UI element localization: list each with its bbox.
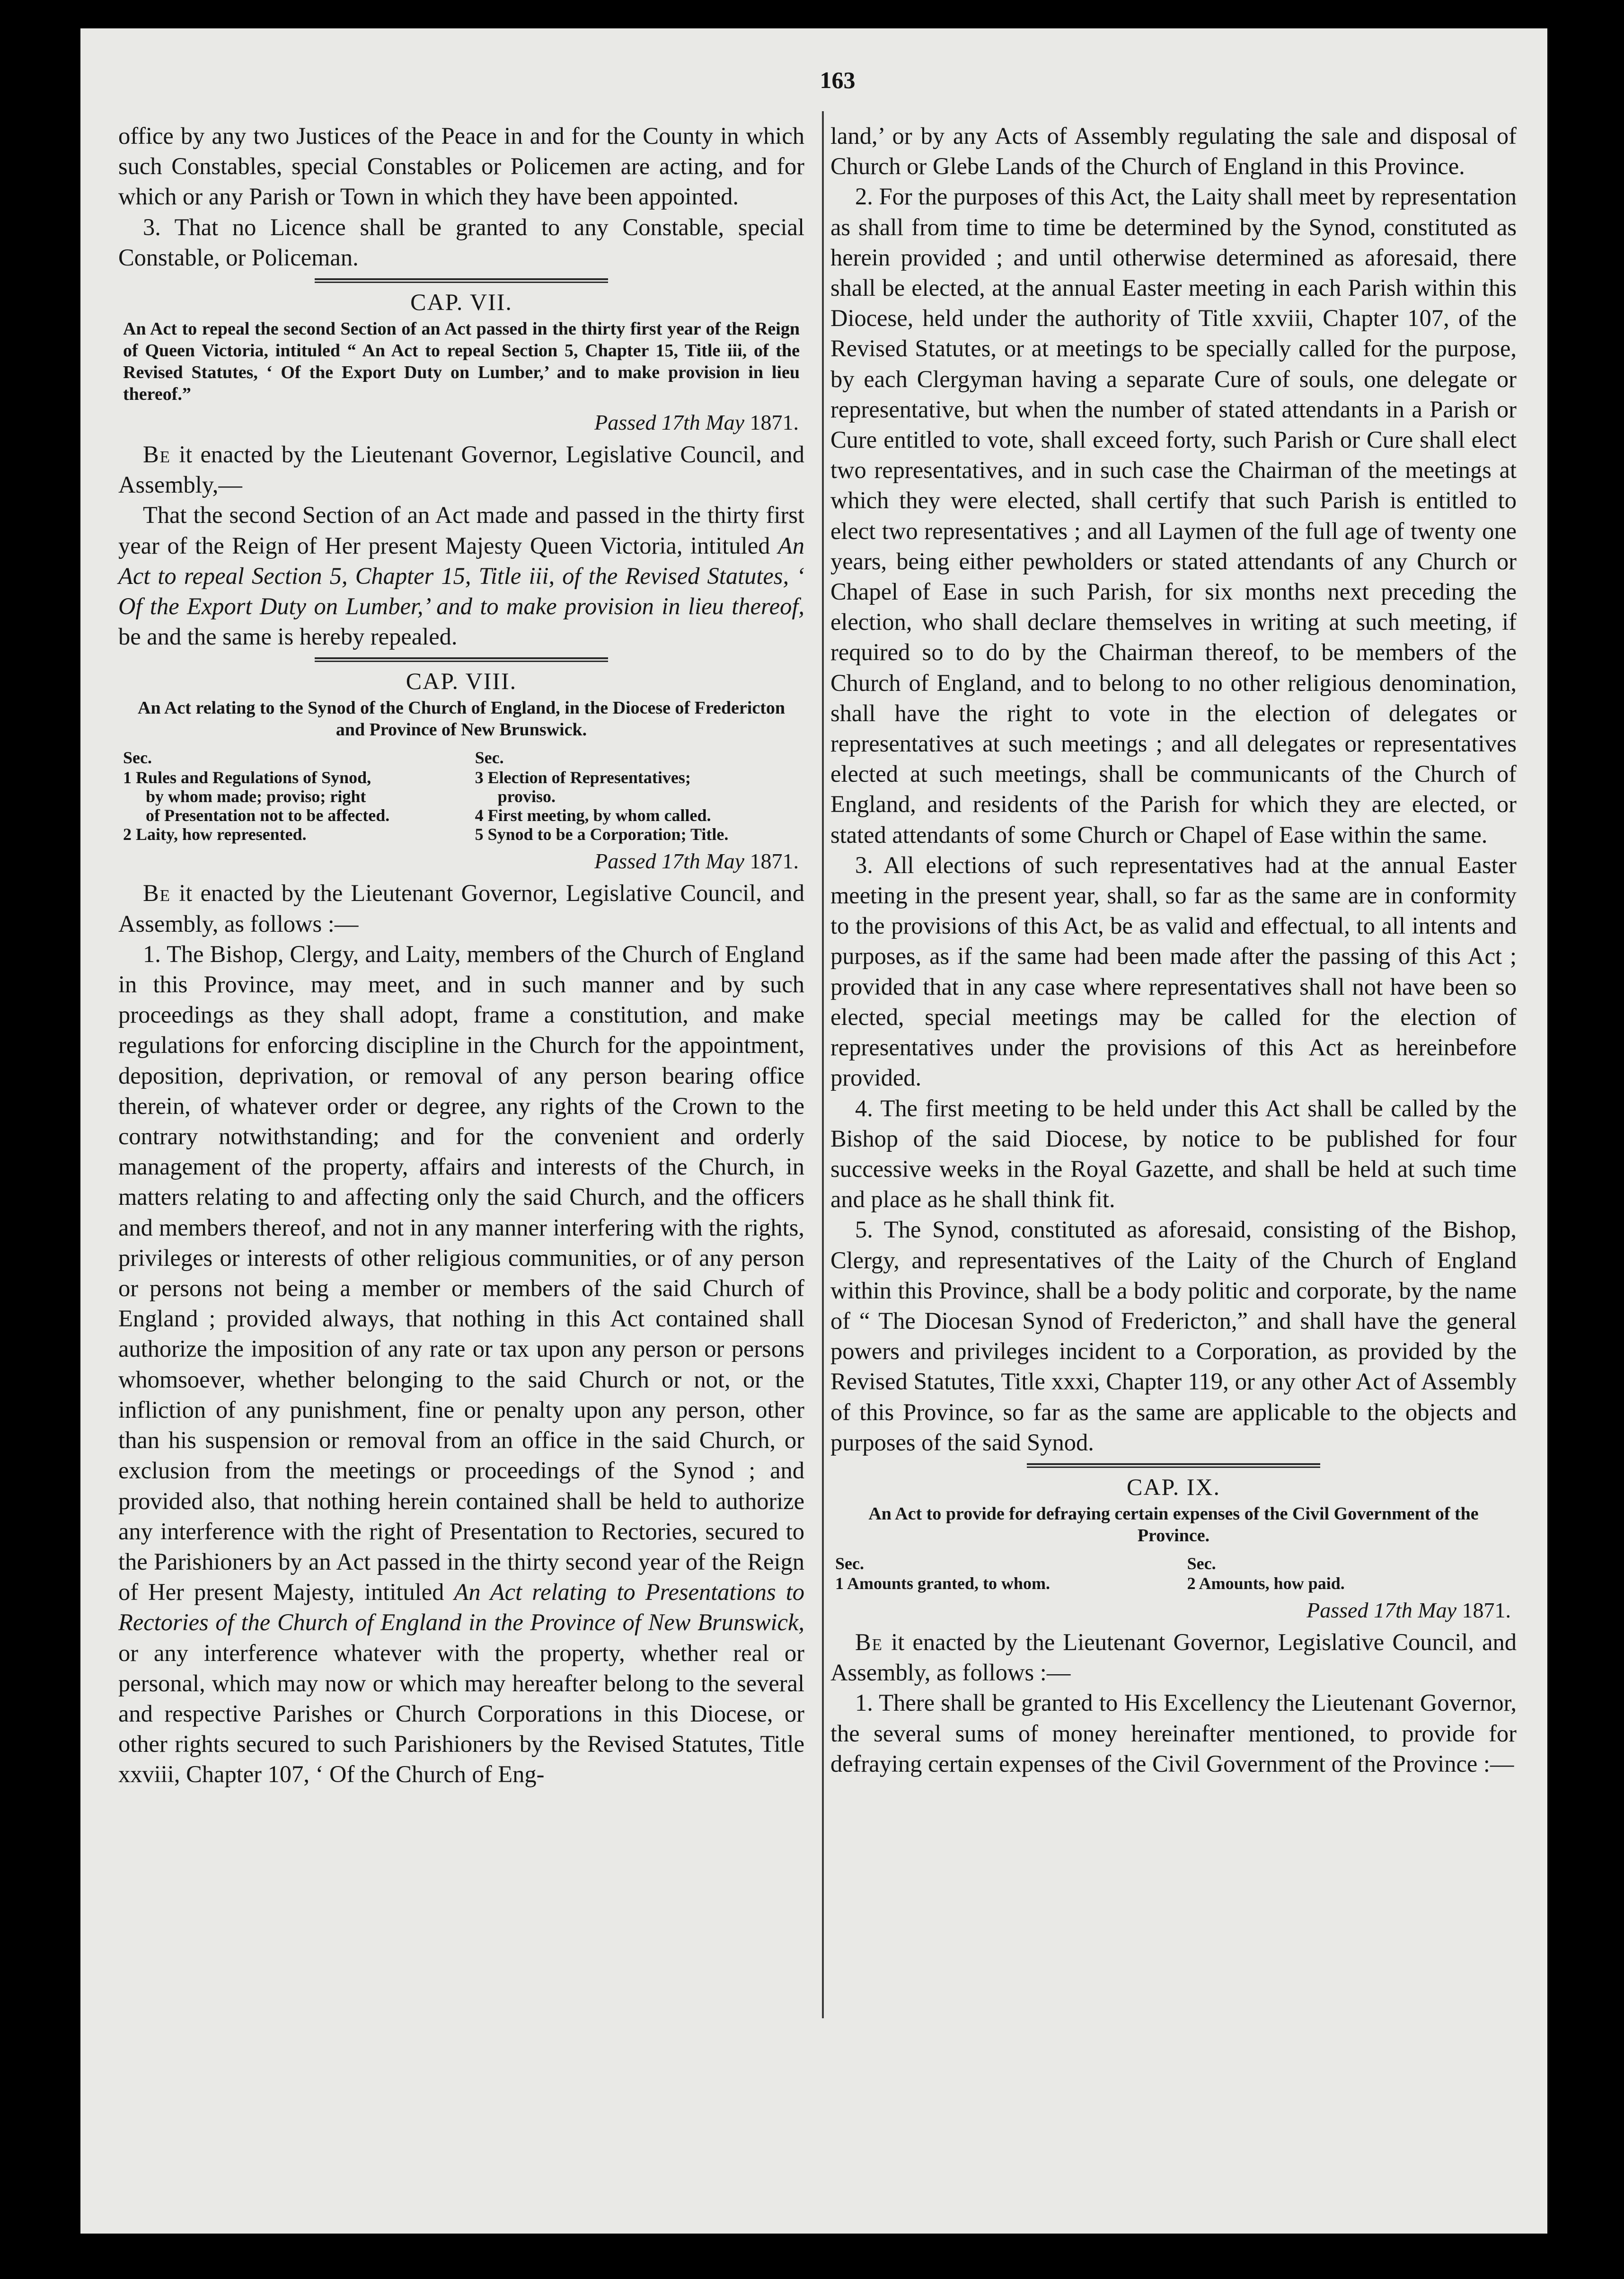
- toc-entry: by whom made; proviso; right: [146, 787, 366, 806]
- enact-rest: it enacted by the Lieutenant Governor, Legislative Council, and Assembly,—: [118, 441, 805, 498]
- cap-9-heading: CAP. IX.: [1127, 1473, 1220, 1500]
- toc-entry: 5 Synod to be a Corporation; Title.: [475, 825, 729, 844]
- toc-entry: 3 Election of Representatives;: [475, 768, 691, 787]
- section-3-paragraph: 3. All elections of such representatives had at the annual Easter meeting in the present year, shall, so far as the same are in conformity to the provisions of this Act, be as valid and effectual, to all intents and purposes, as if the same had been made after the passing of this Act ; provided that in any case where representatives shall not have been so elected, special meetings may be called for the election of representatives under the provisions of this Act as hereinbefore provided.: [830, 851, 1517, 1091]
- continuation-paragraph: office by any two Justices of the Peace in and for the County in which such Constables, special Constables or Policemen are acting, and for which or any Parish or Town in which they have been appointed.: [118, 123, 804, 210]
- section-divider: [315, 657, 608, 662]
- continuation-paragraph: land,’ or by any Acts of Assembly regulating the sale and disposal of Church or Glebe Lands of the Church of England in this Province.: [830, 123, 1517, 180]
- cap-7-heading: CAP. VII.: [410, 289, 512, 316]
- page-number: 163: [820, 67, 856, 93]
- cap-8-heading: CAP. VIII.: [406, 668, 517, 695]
- section-3-paragraph: 3. That no Licence shall be granted to any Constable, special Constable, or Policeman.: [118, 213, 804, 271]
- section-divider: [1027, 1463, 1320, 1468]
- passed-label: Passed: [594, 410, 656, 435]
- cap-9-section-1: 1. There shall be granted to His Excellency the Lieutenant Governor, the several sums of money hereinafter mentioned, to provide for defraying certain expenses of the Civil Government of the Province :—: [830, 1689, 1517, 1777]
- passed-label: Passed: [594, 849, 656, 874]
- enact-be: Be: [855, 1628, 883, 1655]
- toc-entry: Sec.: [123, 748, 152, 768]
- passed-year: 1871.: [750, 410, 799, 435]
- enact-rest: it enacted by the Lieutenant Governor, Legislative Council, and Assembly, as follows :—: [830, 1628, 1517, 1686]
- cap-8-title: An Act relating to the Synod of the Church of England, in the Diocese of Fredericton and Province of New Brunswick.: [138, 698, 785, 740]
- toc-entry: Sec.: [835, 1554, 864, 1573]
- toc-entry: proviso.: [497, 787, 556, 806]
- cap-7-body: [118, 500, 804, 652]
- cap-9-section-index: [835, 1554, 1512, 1593]
- passed-date: 17th May: [661, 849, 744, 874]
- cap-8-section-index: [123, 748, 800, 844]
- toc-entry: 2 Amounts, how paid.: [1187, 1573, 1345, 1593]
- left-column: [118, 121, 804, 1790]
- section-1-end: or any interference whatever with the property, whether real or personal, which may now or which may hereafter belong to the several and respective Parishes or Church Corporations in this Diocese, or other rights secured to such Parishioners by the Revised Statutes, Title xxviii, Chapter 107, ‘ Of the Church of Eng-: [118, 1639, 804, 1788]
- passed-year: 1871.: [1462, 1598, 1511, 1622]
- cap-7-enacting-clause: [118, 439, 804, 500]
- toc-entry: 1 Amounts granted, to whom.: [835, 1573, 1050, 1593]
- enact-rest: it enacted by the Lieutenant Governor, Legislative Council, and Assembly, as follows :—: [118, 880, 805, 937]
- body-end: be and the same is hereby repealed.: [118, 623, 458, 650]
- toc-entry: 4 First meeting, by whom called.: [475, 806, 711, 825]
- cap-8-section-1: [118, 939, 804, 1790]
- section-divider: [315, 278, 608, 283]
- passed-label: Passed: [1306, 1598, 1368, 1622]
- toc-entry: Sec.: [1187, 1554, 1216, 1573]
- section-1-italic: An Act relating to Presentations to Rectories of the Church of England in the Province of New Brunswick,: [118, 1579, 804, 1636]
- section-1-start: 1. The Bishop, Clergy, and Laity, members of the Church of England in this Province, may meet, and in such manner and by such proceedings as they shall adopt, frame a constitution, and make regulations for enforcing discipline in the Church for the appointment, deposition, deprivation, or removal of any person bearing office therein, of whatever order or degree, any rights of the Crown to the contrary notwithstanding; and for the convenient and orderly management of the property, affairs and interests of the Church, in matters relating to and affecting only the said Church, and the officers and members thereof, and not in any manner interfering with the rights, privileges or interests of other religious communities, or of any person or persons not being a member or members of the said Church of England ; provided always, that nothing in this Act contained shall authorize the imposition of any rate or tax upon any person or persons whomsoever, whether belonging to the said Church or not, or the infliction of any punishment, fine or penalty upon any person, other than his suspension or removal from an office in the said Church, or exclusion from the meetings or proceedings of the Synod ; and provided also, that nothing herein contained shall be held to authorize any interference with the right of Presentation to Rectories, secured to the Parishioners by an Act passed in the thirty second year of the Reign of Her present Majesty, intituled: [118, 940, 804, 1606]
- toc-right-column: [1187, 1554, 1512, 1593]
- passed-year: 1871.: [750, 849, 799, 874]
- toc-left-column: [835, 1554, 1160, 1593]
- toc-entry: 2 Laity, how represented.: [123, 825, 307, 844]
- section-4-paragraph: 4. The first meeting to be held under this Act shall be called by the Bishop of the said Diocese, by notice to be published for four successive weeks in the Royal Gazette, and shall be held at such time and place as he shall think fit.: [830, 1095, 1517, 1213]
- body-start: That the second Section of an Act made and passed in the thirty first year of the Reign of Her present Majesty Queen Victoria, intituled: [118, 502, 804, 559]
- passed-date: 17th May: [661, 410, 744, 435]
- enact-be: Be: [143, 880, 171, 907]
- cap-9-enacting-clause: [830, 1627, 1517, 1687]
- toc-entry: of Presentation not to be affected.: [146, 806, 390, 825]
- cap-7-passed-date: [118, 409, 799, 436]
- section-2-paragraph: 2. For the purposes of this Act, the Laity shall meet by representation as shall from time to time be determined by the Synod, constituted as herein provided ; and until otherwise determined as aforesaid, there shall be elected, at the annual Easter meeting in each Parish within this Diocese, held under the authority of Title xxviii, Chapter 107, of the Revised Statutes, or at meetings to be specially called for the purpose, by each Clergyman having a separate Cure of souls, one delegate or representative, but when the number of stated attendants in a Parish or Cure entitled to vote, shall exceed forty, such Parish or Cure shall elect two representatives, and in such case the Chairman of the meetings at which they were elected, shall certify that such Parish is entitled to elect two representatives ; and all Laymen of the full age of twenty one years, being either pewholders or stated attendants of any Church or Chapel of Ease in such Parish, for six months next preceding the election, who shall declare themselves in writing at such meeting, if required so to do by the Chairman thereof, to be members of the Church of England, and to belong to no other religious denomination, shall have the right to vote in the election of delegates or representatives at such meetings ; and all delegates or representatives elected at such meetings, shall be communicants of the Church of England, and residents of the Parish for which they are elected, or stated attendants of some Church or Chapel of Ease within the same.: [830, 183, 1517, 848]
- toc-entry: Sec.: [475, 748, 504, 768]
- cap-8-enacting-clause: [118, 878, 804, 938]
- toc-left-column: [123, 748, 448, 844]
- toc-entry: 1 Rules and Regulations of Synod,: [123, 768, 371, 787]
- column-divider: [822, 111, 824, 2018]
- cap-7-title: An Act to repeal the second Section of an Act passed in the thirty first year of the Reign of Queen Victoria, intituled “ An Act to repeal Section 5, Chapter 15, Title iii, of the Revised Statutes, ‘ Of the Export Duty on Lumber,’ and to make provision in lieu thereof.”: [123, 319, 800, 405]
- enact-be: Be: [143, 441, 171, 468]
- toc-right-column: [475, 748, 800, 844]
- section-5-paragraph: 5. The Synod, constituted as aforesaid, consisting of the Bishop, Clergy, and representatives of the Laity of the Church of England within this Province, shall be a body politic and corporate, by the name of “ The Diocesan Synod of Fredericton,” and shall have the general powers and privileges incident to a Corporation, as provided by the Revised Statutes, Title xxxi, Chapter 119, or any other Act of Assembly of this Province, so far as the same are applicable to the objects and purposes of the said Synod.: [830, 1216, 1517, 1456]
- cap-9-title: An Act to provide for defraying certain expenses of the Civil Government of the Province.: [868, 1503, 1479, 1546]
- right-column: [830, 121, 1517, 1779]
- cap-9-passed-date: [830, 1597, 1511, 1624]
- body-italic: An Act to repeal Section 5, Chapter 15, Title iii, of the Revised Statutes, ‘ Of the Export Duty on Lumber,’ and to make provision in lieu thereof,: [118, 532, 805, 620]
- page-sheet: [80, 28, 1547, 2234]
- passed-date: 17th May: [1373, 1598, 1456, 1622]
- cap-8-passed-date: [118, 848, 799, 875]
